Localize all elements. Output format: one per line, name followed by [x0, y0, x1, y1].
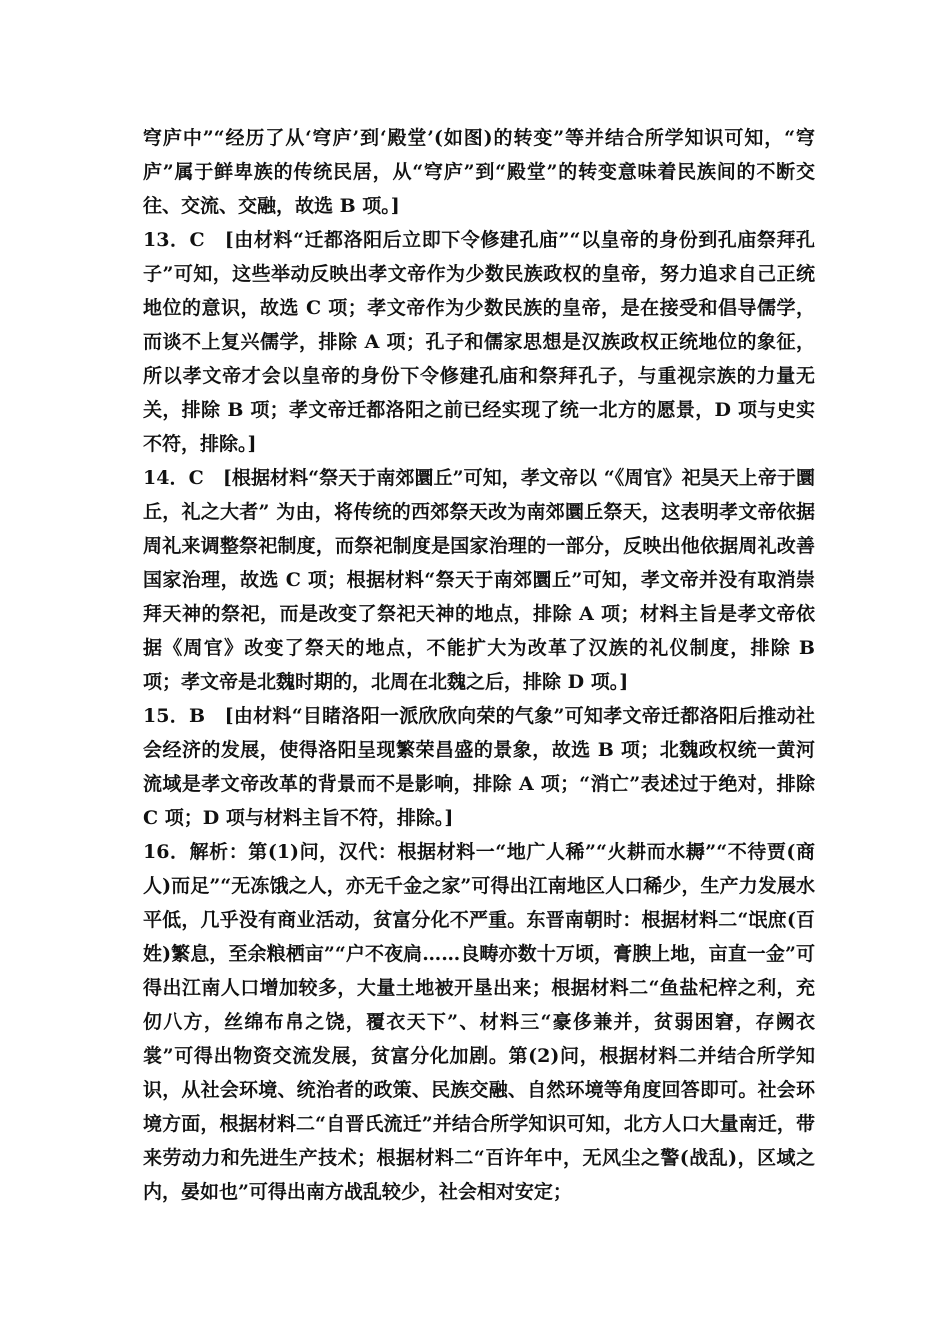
answer-explanation-text — [143, 121, 815, 1209]
answer-14: 14．C [根据材料“祭天于南郊圜丘”可知，孝文帝以 “《周官》祀昊天上帝于圜丘，礼之大者” 为由，将传统的西郊祭天改为南郊圜丘祭天，这表明孝文帝依据周礼来调整祭祀制度，而祭祀制度是国家治理的一部分，反映出他依据周礼改善国家治理，故选 C 项；根据材料“祭天于南郊圜丘”可知，孝文帝并没有取消崇拜天神的祭祀，而是改变了祭祀天神的地点，排除 A 项；材料主旨是孝文帝依据《周官》改变了祭天的地点，不能扩大为改革了汉族的礼仪制度，排除 B 项；孝文帝是北魏时期的，北周在北魏之后，排除 D 项。] — [143, 467, 815, 693]
paragraph-continuation: 穹庐中”“经历了从‘穹庐’到‘殿堂’(如图)的转变”等并结合所学知识可知，“穹庐”属于鲜卑族的传统民居，从“穹庐”到“殿堂”的转变意味着民族间的不断交往、交流、交融，故选 B 项。] — [143, 127, 815, 217]
answer-16: 16．解析：第(1)问，汉代：根据材料一“地广人稀”“火耕而水耨”“不待贾(商人)而足”“无冻饿之人，亦无千金之家”可得出江南地区人口稀少，生产力发展水平低，几乎没有商业活动，贫富分化不严重。东晋南朝时：根据材料二“氓庶(百姓)繁息，至余粮栖亩”“户不夜扃……良畴亦数十万顷，膏腴上地，亩直一金”可得出江南人口增加较多，大量土地被开垦出来；根据材料二“鱼盐杞梓之利，充仞八方，丝绵布帛之饶，覆衣天下”、材料三“豪侈兼并，贫弱困窘，存阙衣裳”可得出物资交流发展，贫富分化加剧。第(2)问，根据材料二并结合所学知识，从社会环境、统治者的政策、民族交融、自然环境等角度回答即可。社会环境方面，根据材料二“自晋氏流迁”并结合所学知识可知，北方人口大量南迁，带来劳动力和先进生产技术；根据材料二“百许年中，无风尘之警(战乱)，区域之内，晏如也”可得出南方战乱较少，社会相对安定； — [143, 841, 815, 1203]
answer-13: 13．C [由材料“迁都洛阳后立即下令修建孔庙”“以皇帝的身份到孔庙祭拜孔子”可知，这些举动反映出孝文帝作为少数民族政权的皇帝，努力追求自己正统地位的意识，故选 C 项；孝文帝作为少数民族的皇帝，是在接受和倡导儒学，而谈不上复兴儒学，排除 A 项；孔子和儒家思想是汉族政权正统地位的象征，所以孝文帝才会以皇帝的身份下令修建孔庙和祭拜孔子，与重视宗族的力量无关，排除 B 项；孝文帝迁都洛阳之前已经实现了统一北方的愿景，D 项与史实不符，排除。] — [143, 229, 815, 455]
answer-15: 15．B [由材料“目睹洛阳一派欣欣向荣的气象”可知孝文帝迁都洛阳后推动社会经济的发展，使得洛阳呈现繁荣昌盛的景象，故选 B 项；北魏政权统一黄河流域是孝文帝改革的背景而不是影响，排除 A 项；“消亡”表述过于绝对，排除 C 项；D 项与材料主旨不符，排除。] — [143, 705, 815, 829]
